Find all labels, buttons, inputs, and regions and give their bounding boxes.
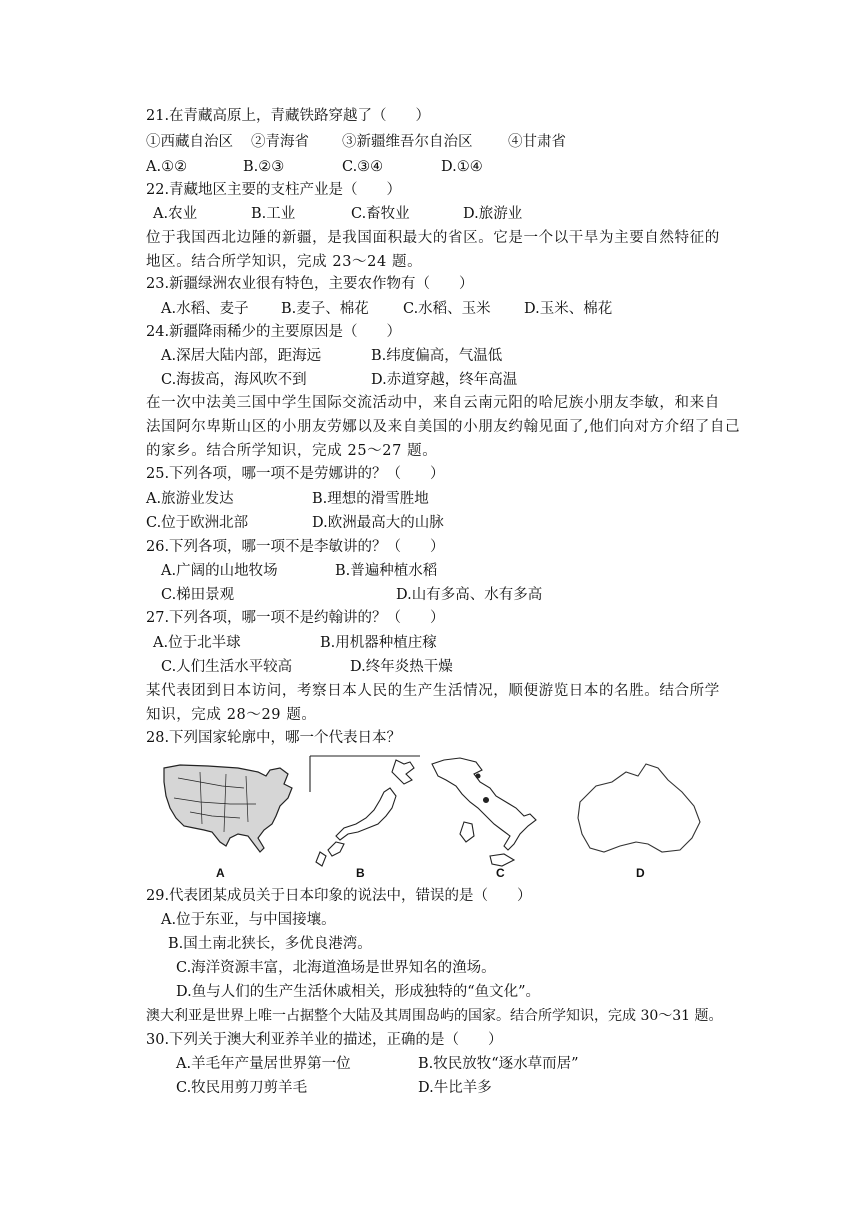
map-b-japan-outline	[310, 756, 420, 866]
map-label-d: D	[636, 866, 645, 880]
q22-option-a: A.农业	[153, 206, 198, 222]
question-23-stem: 23.新疆绿洲农业很有特色，主要农作物有（ ）	[146, 276, 474, 292]
q25-option-c: C.位于欧洲北部	[146, 515, 249, 531]
q21-option-b: B.②③	[243, 159, 285, 175]
passage-japan-line-1: 某代表团到日本访问，考察日本人民的生产生活情况，顺便游览日本的名胜。结合所学	[146, 683, 720, 699]
passage-exchange-line-1: 在一次中法美三国中学生国际交流活动中，来自云南元阳的哈尼族小朋友李敏，和来自	[146, 395, 720, 411]
question-25-stem: 25.下列各项，哪一项不是劳娜讲的？（ ）	[146, 466, 445, 482]
q29-option-c: C.海洋资源丰富，北海道渔场是世界知名的渔场。	[176, 960, 496, 976]
question-27-stem: 27.下列各项，哪一项不是约翰讲的？（ ）	[146, 610, 445, 626]
q24-option-b: B.纬度偏高，气温低	[371, 348, 503, 364]
q29-option-a: A.位于东亚，与中国接壤。	[161, 912, 336, 928]
country-outline-maps	[160, 752, 720, 882]
q22-option-c: C.畜牧业	[351, 206, 410, 222]
q30-option-c: C.牧民用剪刀剪羊毛	[176, 1080, 308, 1096]
map-c-italy-outline	[432, 758, 536, 866]
map-label-a: A	[216, 866, 225, 880]
q21-option-d: D.①④	[441, 159, 483, 175]
q29-option-b: B.国土南北狭长，多优良港湾。	[168, 936, 372, 952]
q21-item-2: ②青海省	[251, 134, 309, 150]
q21-item-1: ①西藏自治区	[146, 134, 233, 150]
question-21-stem: 21.在青藏高原上，青藏铁路穿越了（ ）	[146, 108, 431, 124]
question-24-stem: 24.新疆降雨稀少的主要原因是（ ）	[146, 324, 402, 340]
passage-xinjiang-line-2: 地区。结合所学知识，完成 23～24 题。	[146, 254, 423, 270]
map-label-b: B	[356, 866, 365, 880]
passage-exchange-line-2: 法国阿尔卑斯山区的小朋友劳娜以及来自美国的小朋友约翰见面了,他们向对方介绍了自己	[146, 419, 741, 435]
question-26-stem: 26.下列各项，哪一项不是李敏讲的？（ ）	[146, 539, 445, 555]
q24-option-d: D.赤道穿越，终年高温	[371, 372, 518, 388]
q24-option-c: C.海拔高，海风吹不到	[161, 372, 307, 388]
q23-option-c: C.水稻、玉米	[403, 301, 491, 317]
q26-option-a: A.广阔的山地牧场	[161, 563, 278, 579]
question-22-stem: 22.青藏地区主要的支柱产业是（ ）	[146, 182, 402, 198]
passage-xinjiang-line-1: 位于我国西北边陲的新疆，是我国面积最大的省区。它是一个以干旱为主要自然特征的	[146, 230, 720, 246]
q26-option-b: B.普遍种植水稻	[335, 563, 438, 579]
passage-exchange-line-3: 的家乡。结合所学知识，完成 25～27 题。	[146, 443, 438, 459]
question-30-stem: 30.下列关于澳大利亚养羊业的描述，正确的是（ ）	[146, 1032, 503, 1048]
q22-option-d: D.旅游业	[463, 206, 523, 222]
q30-option-d: D.牛比羊多	[418, 1080, 492, 1096]
q26-option-c: C.梯田景观	[161, 587, 235, 603]
q27-option-b: B.用机器种植庄稼	[320, 635, 437, 651]
q25-option-b: B.理想的滑雪胜地	[312, 491, 429, 507]
q25-option-a: A.旅游业发达	[146, 491, 234, 507]
question-28-stem: 28.下列国家轮廓中，哪一个代表日本？	[146, 730, 402, 746]
country-outlines-figure	[160, 752, 720, 882]
q30-option-a: A.羊毛年产量居世界第一位	[176, 1056, 351, 1072]
question-29-stem: 29.代表团某成员关于日本印象的说法中，错误的是（ ）	[146, 888, 532, 904]
q26-option-d: D.山有多高、水有多高	[396, 587, 543, 603]
q21-option-a: A.①②	[146, 159, 188, 175]
q23-option-a: A.水稻、麦子	[161, 301, 249, 317]
q27-option-a: A.位于北半球	[153, 635, 241, 651]
q22-option-b: B.工业	[251, 206, 296, 222]
passage-japan-line-2: 知识，完成 28～29 题。	[146, 707, 317, 723]
map-a-usa-outline	[164, 765, 292, 852]
q21-item-4: ④甘肃省	[508, 134, 566, 150]
q21-item-3: ③新疆维吾尔自治区	[342, 134, 473, 150]
q23-option-b: B.麦子、棉花	[281, 301, 369, 317]
q30-option-b: B.牧民放牧“逐水草而居”	[418, 1056, 579, 1072]
q25-option-d: D.欧洲最高大的山脉	[312, 515, 444, 531]
q27-option-d: D.终年炎热干燥	[350, 659, 453, 675]
q29-option-d: D.鱼与人们的生产生活休戚相关，形成独特的“鱼文化”。	[176, 984, 541, 1000]
map-label-c: C	[496, 866, 505, 880]
q23-option-d: D.玉米、棉花	[524, 301, 613, 317]
q27-option-c: C.人们生活水平较高	[161, 659, 293, 675]
q21-option-c: C.③④	[342, 159, 384, 175]
q24-option-a: A.深居大陆内部，距海远	[161, 348, 322, 364]
map-d-australia-outline	[578, 764, 700, 852]
passage-australia: 澳大利亚是世界上唯一占据整个大陆及其周围岛屿的国家。结合所学知识，完成 30～31 题。	[146, 1008, 723, 1024]
